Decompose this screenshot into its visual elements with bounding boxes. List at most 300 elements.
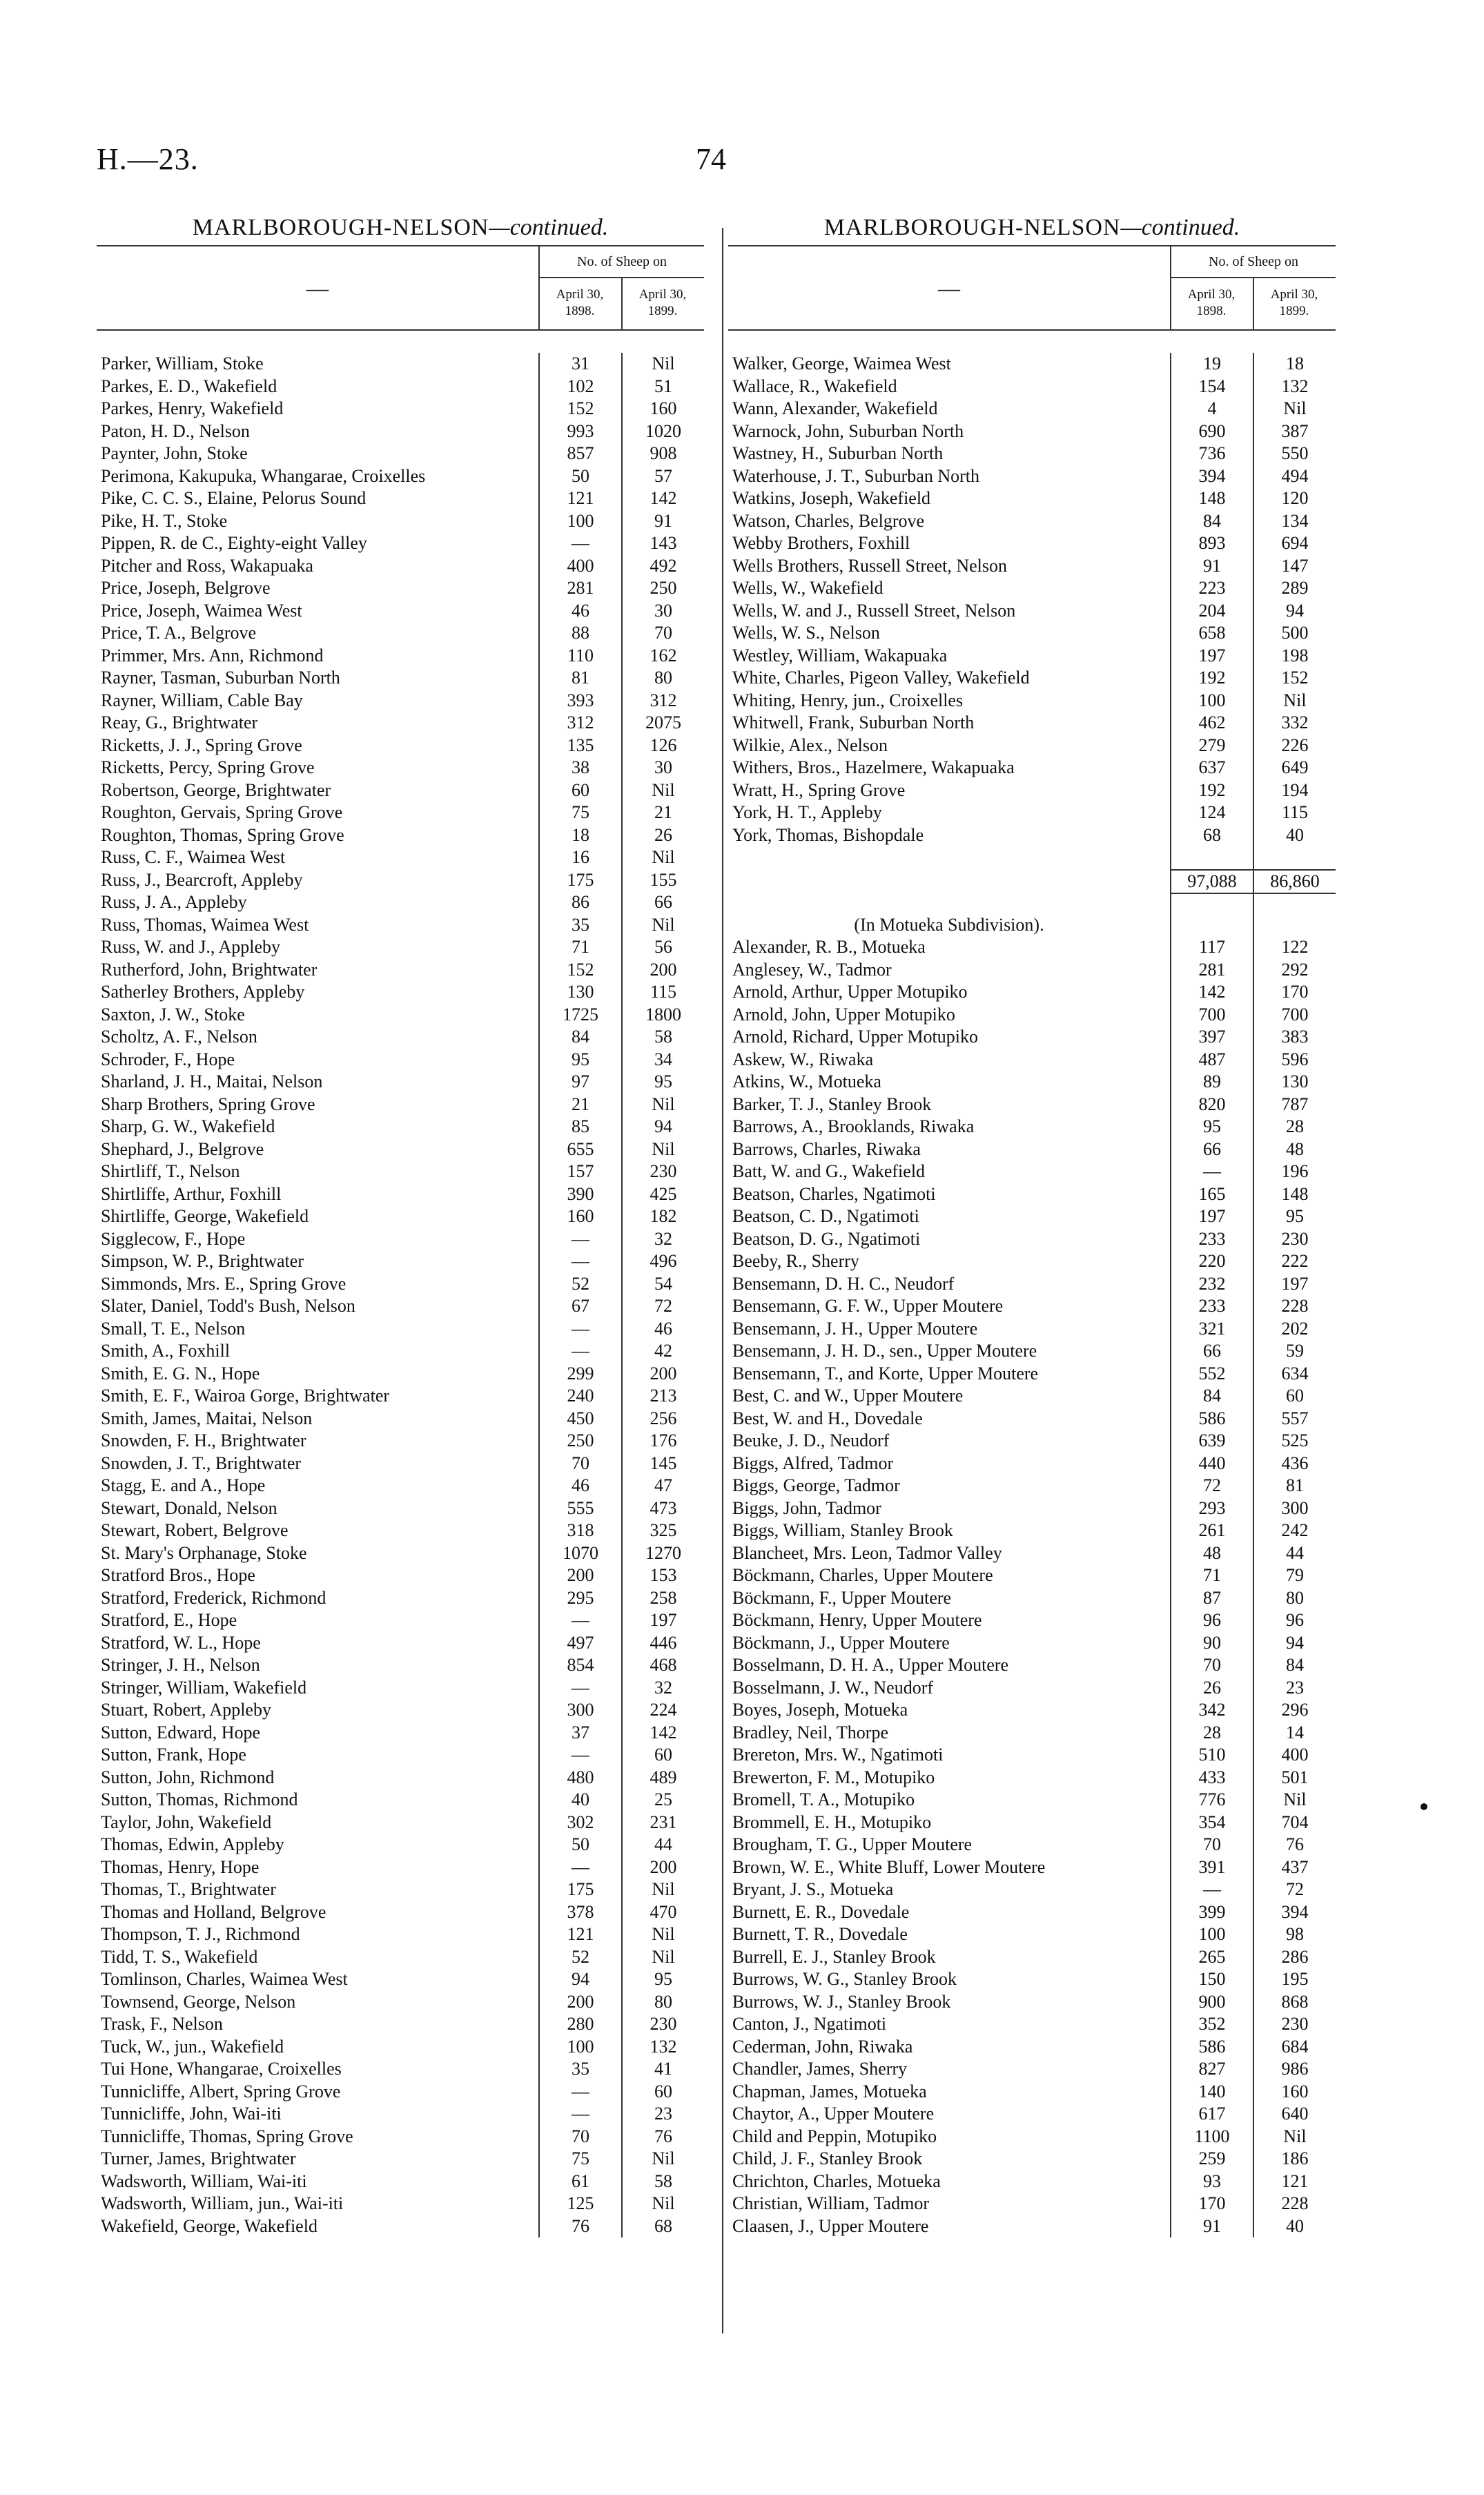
owner-name: Townsend, George, Nelson [101,1991,296,2012]
sheep-1899: 95 [1253,1205,1336,1228]
sheep-1899: 34 [621,1049,704,1071]
sheep-1898: 142 [1170,981,1253,1004]
sheep-1899: 115 [1253,802,1336,824]
owner-name: Brown, W. E., White Bluff, Lower Moutere [732,1856,1046,1877]
sheep-1899: 501 [1253,1767,1336,1789]
table-row [97,1049,704,1071]
owner-name: Beatson, Charles, Ngatimoti [732,1183,936,1204]
owner-name: Arnold, Richard, Upper Motupiko [732,1027,979,1047]
sheep-1898: 93 [1170,2171,1253,2193]
sheep-1899: 525 [1253,1430,1336,1453]
sheep-1899: 21 [621,802,704,824]
subdivision-heading [728,914,1336,937]
sheep-1899: 387 [1253,420,1336,443]
sheep-1899: 494 [1253,465,1336,488]
owner-name: Boyes, Joseph, Motueka [732,1700,908,1720]
sheep-1899: 40 [1253,2215,1336,2238]
table-row [97,1475,704,1497]
sheep-1899: 147 [1253,555,1336,578]
sheep-1899: 46 [621,1318,704,1341]
sheep-1899: 684 [1253,2036,1336,2059]
sheep-1898: 35 [538,914,621,937]
owner-name: Beatson, D. G., Ngatimoti [732,1228,921,1249]
table-row [728,443,1336,465]
table-row [97,2013,704,2036]
owner-name: Turner, James, Brightwater [101,2148,296,2168]
table-row [97,645,704,668]
table-row [728,802,1336,824]
table-row [97,1453,704,1475]
sheep-1898: 299 [538,1363,621,1386]
sheep-1899: Nil [621,846,704,869]
table-row [97,1564,704,1587]
sheep-count-group-label: No. of Sheep on [1170,246,1336,278]
owner-name: Sharland, J. H., Maitai, Nelson [101,1071,323,1091]
sheep-1898: 197 [1170,645,1253,668]
sheep-1898: 61 [538,2171,621,2193]
sheep-1899: 40 [1253,824,1336,847]
table-row [97,443,704,465]
table-row [97,735,704,757]
sheep-1898: — [1170,1878,1253,1901]
sheep-1898: 300 [538,1699,621,1722]
sheep-1898: 89 [1170,1071,1253,1094]
page-number: 74 [696,142,726,176]
table-row [97,353,704,376]
sheep-1898: 232 [1170,1273,1253,1296]
sheep-1898: 35 [538,2058,621,2081]
owner-name: Tunnicliffe, Thomas, Spring Grove [101,2126,353,2146]
sheep-1899: 94 [1253,1632,1336,1655]
sheep-1899: 153 [621,1564,704,1587]
sheep-1899: 640 [1253,2103,1336,2126]
document-code: H.—23. [97,142,199,176]
table-row [728,735,1336,757]
owner-name: Tui Hone, Whangarae, Croixelles [101,2059,342,2079]
sheep-1899: 115 [621,981,704,1004]
owner-name: Biggs, John, Tadmor [732,1497,881,1518]
sheep-1898: 18 [538,824,621,847]
owner-name: Christian, William, Tadmor [732,2193,930,2213]
sheep-1899: 80 [1253,1587,1336,1610]
sheep-1899: 194 [1253,779,1336,802]
sheep-1899: 54 [621,1273,704,1296]
owner-name: Arnold, Arthur, Upper Motupiko [732,982,968,1002]
sheep-1898: 100 [1170,1923,1253,1946]
table-row [97,532,704,555]
sheep-1898: — [538,2103,621,2126]
table-row [728,1138,1336,1161]
table-row [97,465,704,488]
nelson-rows [728,353,1336,846]
total-row [728,869,1336,892]
sheep-1899: 84 [1253,1654,1336,1677]
owner-name: Arnold, John, Upper Motupiko [732,1004,955,1025]
sheep-1898: 204 [1170,600,1253,623]
sheep-1899: 286 [1253,1946,1336,1969]
sheep-1898: 102 [538,376,621,398]
sheep-1898: 200 [538,1564,621,1587]
owner-name: Cederman, John, Riwaka [732,2036,913,2057]
sheep-1898: — [1170,1161,1253,1183]
sheep-1898: 70 [1170,1834,1253,1856]
table-row [97,555,704,578]
table-row [728,465,1336,488]
sheep-1898: 736 [1170,443,1253,465]
table-row [728,1564,1336,1587]
sheep-1899: 148 [1253,1183,1336,1206]
sheep-1898: 91 [1170,2215,1253,2238]
sheep-1898: 394 [1170,465,1253,488]
owner-name: Snowden, F. H., Brightwater [101,1430,306,1450]
owner-name: Parkes, Henry, Wakefield [101,398,284,418]
sheep-1898: — [538,1609,621,1632]
table-row [97,1677,704,1700]
sheep-1899: 28 [1253,1116,1336,1138]
sheep-1899: 81 [1253,1475,1336,1497]
sheep-1898: 820 [1170,1094,1253,1116]
table-row [97,1250,704,1273]
owner-name: Child, J. F., Stanley Brook [732,2148,923,2168]
sheep-1899: 230 [621,1161,704,1183]
owner-name: Biggs, George, Tadmor [732,1475,900,1495]
sheep-1898: 175 [538,869,621,892]
table-row [97,398,704,420]
sheep-1899: 197 [1253,1273,1336,1296]
sheep-1898: 655 [538,1138,621,1161]
table-row [728,1408,1336,1430]
sheep-1899: Nil [621,2148,704,2171]
owner-name: Bensemann, D. H. C., Neudorf [732,1273,955,1294]
sheep-1898: 617 [1170,2103,1253,2126]
sheep-1899: 130 [1253,1071,1336,1094]
owner-name: Chapman, James, Motueka [732,2081,927,2101]
sheep-1899: 446 [621,1632,704,1655]
table-row [97,1834,704,1856]
table-row [97,959,704,982]
sheep-1898: 259 [1170,2148,1253,2171]
sheep-1899: 289 [1253,577,1336,600]
table-row [97,1071,704,1094]
table-row [728,1946,1336,1969]
sheep-1899: 41 [621,2058,704,2081]
sheep-1899: 44 [621,1834,704,1856]
table-row [97,869,704,892]
owner-name: Stratford, Frederick, Richmond [101,1587,326,1608]
owner-name: Bosselmann, D. H. A., Upper Moutere [732,1655,1009,1675]
table-row [728,1071,1336,1094]
owner-name: Paynter, John, Stoke [101,443,248,463]
sheep-1898: 68 [1170,824,1253,847]
owner-name: Thomas, Henry, Hope [101,1856,260,1877]
owner-name: Parker, William, Stoke [101,353,264,373]
table-row [97,1520,704,1542]
sheep-1899: 60 [621,2081,704,2104]
table-row [728,1273,1336,1296]
table-row [728,1430,1336,1453]
sheep-1899: 197 [621,1609,704,1632]
sheep-1898: 60 [538,779,621,802]
column-divider [722,228,723,2333]
table-row [728,2013,1336,2036]
sheep-1899: 292 [1253,959,1336,982]
sheep-1898: 38 [538,757,621,779]
sheep-1898: — [538,1677,621,1700]
sheep-1899: 142 [621,487,704,510]
subdivision-label: (In Motueka Subdivision). [854,914,1044,935]
sheep-1899: 230 [621,2013,704,2036]
section-title-suffix: —continued. [1120,215,1240,240]
owner-name: Burnett, E. R., Dovedale [732,1901,910,1922]
table-row [97,1923,704,1946]
owner-name: Atkins, W., Motueka [732,1071,881,1091]
owner-name: Alexander, R. B., Motueka [732,937,926,957]
sheep-1899: 312 [621,690,704,712]
owner-name: Russ, J. A., Appleby [101,892,247,912]
sheep-1898: — [538,1856,621,1879]
sheep-1898: 586 [1170,2036,1253,2059]
owner-name: Russ, C. F., Waimea West [101,847,286,867]
owner-name: Sutton, Thomas, Richmond [101,1789,298,1809]
sheep-1899: 200 [621,1363,704,1386]
sheep-1899: 58 [621,2171,704,2193]
table-row [97,1812,704,1834]
table-row [97,1116,704,1138]
sheep-1899: 121 [1253,2171,1336,2193]
table-header [97,245,704,331]
owner-name: Wells, W. and J., Russell Street, Nelson [732,600,1016,621]
owner-name: Chandler, James, Sherry [732,2059,908,2079]
sheep-1898: 827 [1170,2058,1253,2081]
sheep-1898: 96 [1170,1609,1253,1632]
sheep-1898: 130 [538,981,621,1004]
sheep-1899: Nil [1253,2126,1336,2148]
table-row [728,353,1336,376]
sheep-1898: 46 [538,600,621,623]
table-row [728,1991,1336,2014]
sheep-1899: 145 [621,1453,704,1475]
table-row [728,1609,1336,1632]
sheep-1898: 637 [1170,757,1253,779]
sheep-1899: 162 [621,645,704,668]
sheep-count-group-label: No. of Sheep on [538,246,704,278]
sheep-1898: 690 [1170,420,1253,443]
sheep-1898: 378 [538,1901,621,1924]
owner-name: Smith, James, Maitai, Nelson [101,1408,313,1428]
sheep-1898: 91 [1170,555,1253,578]
sheep-1899: 213 [621,1385,704,1408]
sheep-1899: 72 [621,1295,704,1318]
owner-name: Claasen, J., Upper Moutere [732,2215,929,2236]
table-row [97,891,704,914]
sheep-1898: 552 [1170,1363,1253,1386]
owner-name: Böckmann, Charles, Upper Moutere [732,1565,993,1585]
table-row [97,1744,704,1767]
total-1898: 97,088 [1170,869,1253,895]
owner-name: Barker, T. J., Stanley Brook [732,1094,932,1114]
sheep-1899: 228 [1253,2193,1336,2215]
owner-name: Barrows, A., Brooklands, Riwaka [732,1116,975,1136]
sheep-1898: 233 [1170,1295,1253,1318]
owner-name: Paton, H. D., Nelson [101,420,250,441]
sheep-1899: 300 [1253,1497,1336,1520]
sheep-1898: 75 [538,2148,621,2171]
owner-name: Stuart, Robert, Appleby [101,1700,271,1720]
sheep-1898: 67 [538,1295,621,1318]
table-row [97,1228,704,1251]
section-title-suffix: —continued. [489,215,609,240]
sheep-1898: — [538,1228,621,1251]
table-row [97,936,704,959]
table-row [97,577,704,600]
column-header-1899: April 30, 1899. [1253,278,1334,329]
table-row [97,420,704,443]
owner-name: Pippen, R. de C., Eighty-eight Valley [101,533,367,553]
sheep-1899: Nil [621,1923,704,1946]
table-row [728,487,1336,510]
table-row [97,1968,704,1991]
table-row [728,2126,1336,2148]
table-row [728,1878,1336,1901]
sheep-1898: 100 [1170,690,1253,712]
owner-name: Anglesey, W., Tadmor [732,959,892,980]
sheep-1898: 124 [1170,802,1253,824]
owner-name: Rayner, William, Cable Bay [101,690,303,710]
owner-name: Watkins, Joseph, Wakefield [732,488,931,508]
table-body [728,353,1336,2237]
sheep-1899: 200 [621,959,704,982]
sheep-1899: 80 [621,1991,704,2014]
owner-name: Withers, Bros., Hazelmere, Wakapuaka [732,757,1015,777]
sheep-1899: Nil [621,1946,704,1969]
table-row [728,1026,1336,1049]
sheep-1899: 18 [1253,353,1336,376]
table-row [97,1430,704,1453]
sheep-1898: 157 [538,1161,621,1183]
table-row [728,1049,1336,1071]
owner-name: Wadsworth, William, jun., Wai-iti [101,2193,344,2213]
sheep-1898: 397 [1170,1026,1253,1049]
sheep-1899: Nil [1253,398,1336,420]
owner-name: Smith, E. F., Wairoa Gorge, Brightwater [101,1386,390,1406]
sheep-1899: 230 [1253,2013,1336,2036]
owner-name: Wastney, H., Suburban North [732,443,944,463]
owner-name: Brommell, E. H., Motupiko [732,1812,932,1832]
owner-name: Best, W. and H., Dovedale [732,1408,923,1428]
table-row [728,1812,1336,1834]
sheep-1898: 100 [538,510,621,533]
sheep-1899: Nil [621,914,704,937]
sheep-1899: 95 [621,1071,704,1094]
sheep-1898: 135 [538,735,621,757]
sheep-1899: 596 [1253,1049,1336,1071]
table-row [97,1363,704,1386]
sheep-1899: 332 [1253,712,1336,735]
table-row [728,936,1336,959]
sheep-1898: 95 [538,1049,621,1071]
sheep-1898: 1070 [538,1542,621,1565]
table-row [728,1968,1336,1991]
sheep-1899: 58 [621,1026,704,1049]
sheep-1898: — [538,1250,621,1273]
sheep-1899: 32 [621,1228,704,1251]
owner-name: Sutton, Edward, Hope [101,1722,261,1742]
table-row [728,824,1336,847]
table-row [97,1318,704,1341]
sheep-1899: 868 [1253,1991,1336,2014]
table-row [97,376,704,398]
sheep-1899: 143 [621,532,704,555]
owner-name: Waterhouse, J. T., Suburban North [732,465,979,486]
sheep-1899: 470 [621,1901,704,1924]
sheep-1898: 586 [1170,1408,1253,1430]
table-row [728,2171,1336,2193]
table-row [97,914,704,937]
sheep-1899: 132 [621,2036,704,2059]
sheep-1898: 40 [538,1789,621,1812]
sheep-1898: 281 [538,577,621,600]
sheep-1898: 233 [1170,1228,1253,1251]
sheep-1898: 1725 [538,1004,621,1027]
sheep-1898: 50 [538,1834,621,1856]
sheep-1899: 155 [621,869,704,892]
owner-name: Wells, W., Wakefield [732,578,883,598]
table-row [728,1856,1336,1879]
owner-name: Shephard, J., Belgrove [101,1138,264,1159]
owner-name: Bensemann, J. H. D., sen., Upper Moutere [732,1341,1037,1361]
sheep-1899: 473 [621,1497,704,1520]
sheep-1899: 394 [1253,1901,1336,1924]
sheep-1899: 30 [621,757,704,779]
sheep-1898: 321 [1170,1318,1253,1341]
owner-name: Russ, J., Bearcroft, Appleby [101,869,303,890]
sheep-1898: 148 [1170,487,1253,510]
table-row [97,1094,704,1116]
owner-name: Warnock, John, Suburban North [732,420,964,441]
sheep-1898: 857 [538,443,621,465]
table-row [97,1295,704,1318]
owner-name: Wells Brothers, Russell Street, Nelson [732,555,1007,576]
owner-name: Stagg, E. and A., Hope [101,1475,266,1495]
owner-name: Wilkie, Alex., Nelson [732,735,888,755]
table-row [97,2193,704,2215]
owner-name: Tunnicliffe, Albert, Spring Grove [101,2081,341,2101]
sheep-1898: 97 [538,1071,621,1094]
sheep-1898: 854 [538,1654,621,1677]
table-row [97,1205,704,1228]
owner-name: Tuck, W., jun., Wakefield [101,2036,284,2057]
owner-name: Small, T. E., Nelson [101,1318,246,1339]
owner-name: Slater, Daniel, Todd's Bush, Nelson [101,1296,355,1316]
sheep-1899: 79 [1253,1564,1336,1587]
table-row [728,1520,1336,1542]
owner-name: Russ, W. and J., Appleby [101,937,281,957]
table-row [97,757,704,779]
left-column [97,211,704,2237]
table-row [728,1587,1336,1610]
owner-name: Bosselmann, J. W., Neudorf [732,1677,934,1698]
sheep-1898: 70 [538,1453,621,1475]
sheep-1899: 26 [621,824,704,847]
table-row [728,1161,1336,1183]
table-row [728,1094,1336,1116]
table-row [728,645,1336,668]
table-row [97,1183,704,1206]
table-row [97,2215,704,2238]
sheep-1898: 84 [1170,510,1253,533]
table-row [728,1295,1336,1318]
owner-name: Tunnicliffe, John, Wai-iti [101,2104,282,2124]
